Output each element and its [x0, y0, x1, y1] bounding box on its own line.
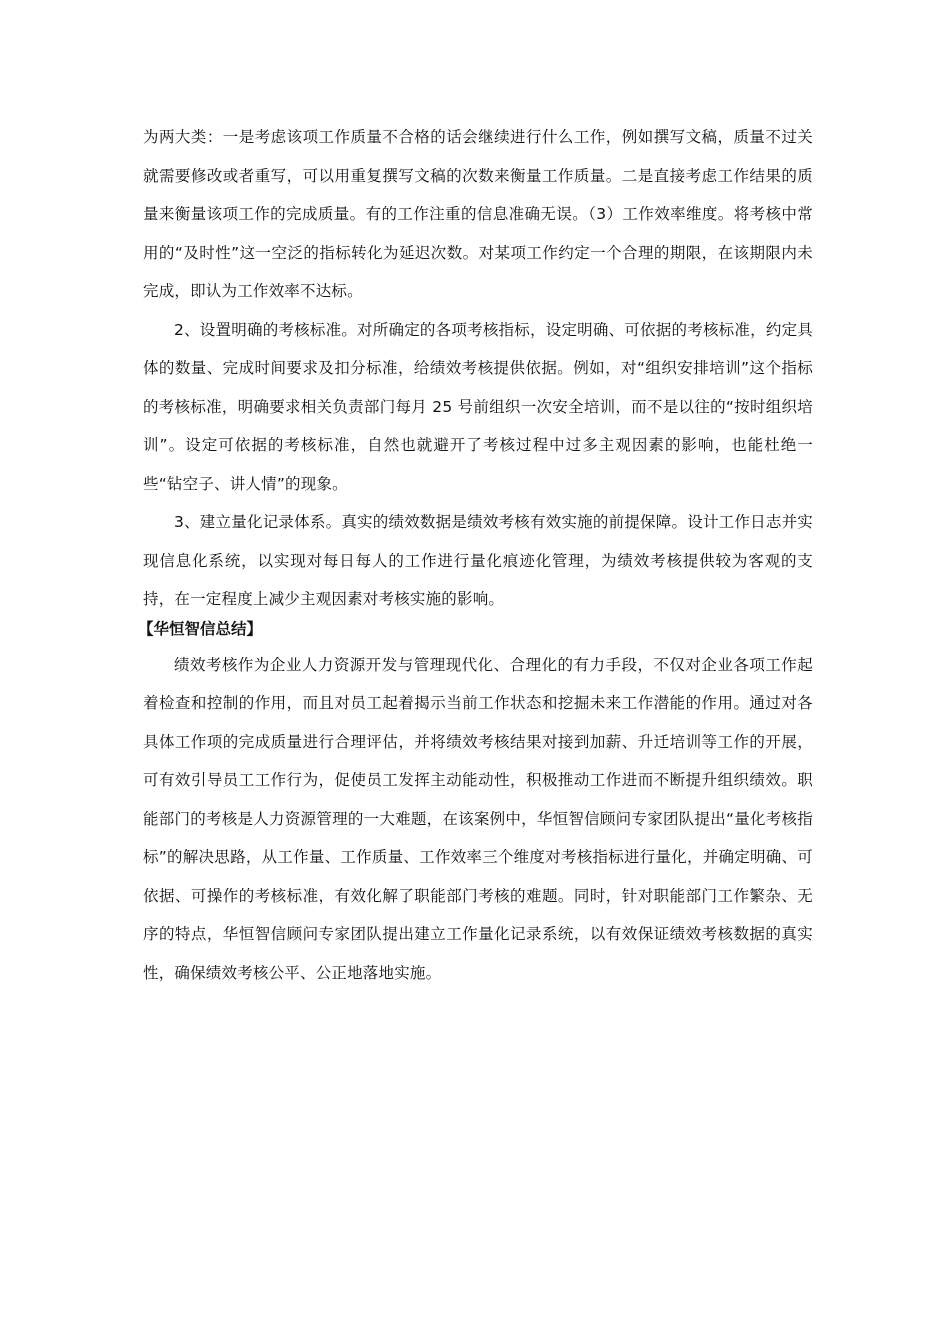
paragraph-quantified-records: 3、建立量化记录体系。真实的绩效数据是绩效考核有效实施的前提保障。设计工作日志并实现信息化系统，以实现对每日每人的工作进行量化痕迹化管理，为绩效考核提供较为客观的支持，在一定程度上减少主观因素对考核实施的影响。 — [143, 513, 813, 608]
summary-heading: 【华恒智信总结】 — [138, 619, 263, 638]
summary-paragraph: 绩效考核作为企业人力资源开发与管理现代化、合理化的有力手段，不仅对企业各项工作起着检查和控制的作用，而且对员工起着揭示当前工作状态和挖掘未来工作潜能的作用。通过对各具体工作项的完成质量进行合理评估，并将绩效考核结果对接到加薪、升迁培训等工作的开展，可有效引导员工工作行为，促使员工发挥主动能动性，积极推动工作进而不断提升组织绩效。职能部门的考核是人力资源管理的一大难题，在该案例中，华恒智信顾问专家团队提出“量化考核指标”的解决思路，从工作量、工作质量、工作效率三个维度对考核指标进行量化，并确定明确、可依据、可操作的考核标准，有效化解了职能部门考核的难题。同时，针对职能部门工作繁杂、无序的特点，华恒智信顾问专家团队提出建立工作量化记录系统，以有效保证绩效考核数据的真实性，确保绩效考核公平、公正地落地实施。 — [143, 655, 813, 982]
paragraph-assessment-standards: 2、设置明确的考核标准。对所确定的各项考核指标，设定明确、可依据的考核标准，约定具体的数量、完成时间要求及扣分标准，给绩效考核提供依据。例如，对“组织安排培训”这个指标的考核标准，明确要求相关负责部门每月 25 号前组织一次安全培训，而不是以往的“按时组织培训”。设定可依据的考核标准，自然也就避开了考核过程中过多主观因素的影响，也能杜绝一些“钻空子、讲人情”的现象。 — [143, 320, 813, 493]
document-body — [138, 118, 813, 992]
paragraph-continuation: 为两大类：一是考虑该项工作质量不合格的话会继续进行什么工作，例如撰写文稿，质量不过关就需要修改或者重写，可以用重复撰写文稿的次数来衡量工作质量。二是直接考虑工作结果的质量来衡量该项工作的完成质量。有的工作注重的信息准确无误。（3）工作效率维度。将考核中常用的“及时性”这一空泛的指标转化为延迟次数。对某项工作约定一个合理的期限，在该期限内未完成，即认为工作效率不达标。 — [143, 128, 813, 300]
